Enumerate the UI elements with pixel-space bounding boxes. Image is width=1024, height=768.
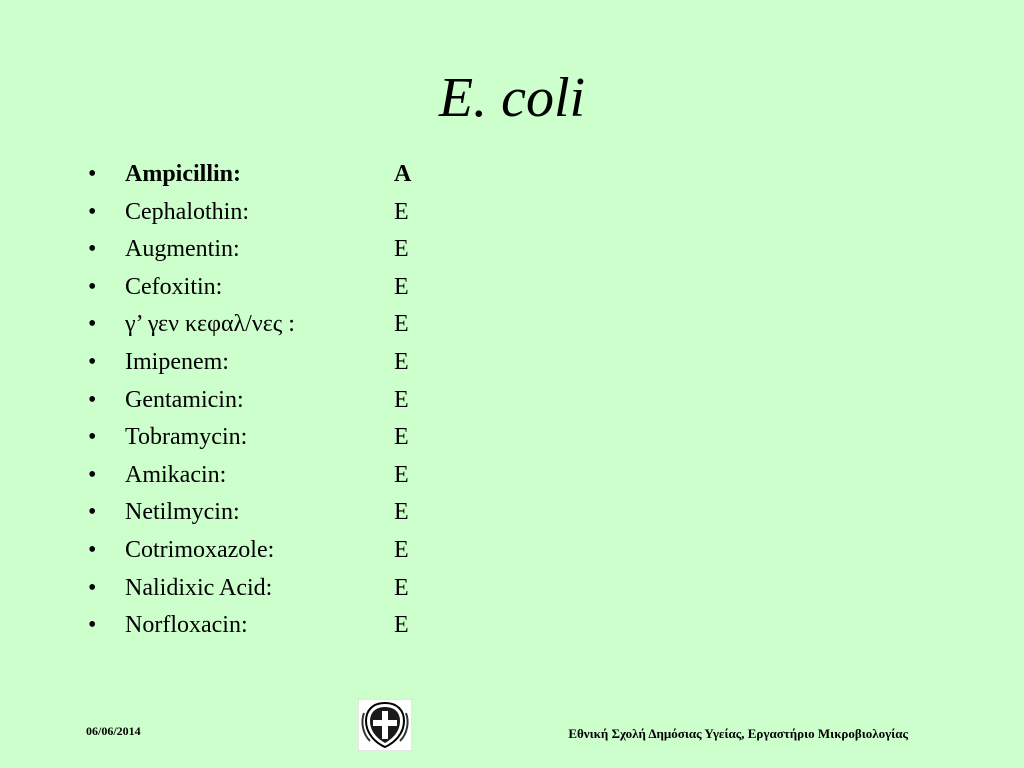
susceptibility-code: E — [394, 612, 409, 639]
susceptibility-code: E — [394, 311, 409, 338]
antibiotic-name: Ampicillin: — [125, 161, 242, 187]
antibiotic-name: Tobramycin: — [125, 424, 248, 451]
antibiotic-name: γ’ γεν κεφαλ/νες : — [125, 311, 295, 338]
susceptibility-code: E — [394, 386, 409, 413]
bullet-icon: • — [88, 386, 97, 413]
susceptibility-code: E — [394, 236, 409, 263]
antibiotic-name: Cephalothin: — [125, 198, 249, 225]
bullet-icon: • — [88, 424, 97, 451]
antibiotic-name: Norfloxacin: — [125, 612, 248, 639]
susceptibility-code: E — [394, 273, 409, 300]
bullet-icon: • — [88, 348, 97, 375]
susceptibility-code: E — [394, 461, 409, 488]
bullet-icon: • — [88, 236, 97, 263]
antibiotic-name: Cefoxitin: — [125, 273, 223, 300]
bullet-icon: • — [88, 311, 97, 338]
antibiotic-name: Augmentin: — [125, 236, 240, 263]
antibiotic-name: Gentamicin: — [125, 386, 244, 413]
antibiotic-name: Amikacin: — [125, 461, 227, 488]
antibiotic-name: Cotrimoxazole: — [125, 536, 275, 563]
bullet-icon: • — [88, 161, 97, 187]
bullet-icon: • — [88, 499, 97, 526]
susceptibility-code: E — [394, 536, 409, 563]
bullet-icon: • — [88, 273, 97, 300]
antibiotic-name: Netilmycin: — [125, 499, 240, 526]
footer-date: 06/06/2014 — [86, 724, 141, 738]
bullet-icon: • — [88, 574, 97, 601]
footer-organization: Εθνική Σχολή Δημόσιας Υγείας, Εργαστήριο Μικροβιολογίας — [568, 726, 908, 741]
susceptibility-code: E — [394, 499, 409, 526]
slide-title: E. coli — [438, 67, 586, 129]
bullet-icon: • — [88, 461, 97, 488]
bullet-icon: • — [88, 612, 97, 639]
susceptibility-code: E — [394, 348, 409, 375]
susceptibility-code: E — [394, 574, 409, 601]
greek-coat-of-arms-icon — [358, 699, 412, 751]
bullet-icon: • — [88, 198, 97, 225]
bullet-icon: • — [88, 536, 97, 563]
antibiotic-name: Imipenem: — [125, 348, 229, 375]
susceptibility-code: E — [394, 424, 409, 451]
antibiotic-name: Nalidixic Acid: — [125, 574, 273, 601]
susceptibility-code: A — [394, 161, 412, 187]
susceptibility-code: E — [394, 198, 409, 225]
